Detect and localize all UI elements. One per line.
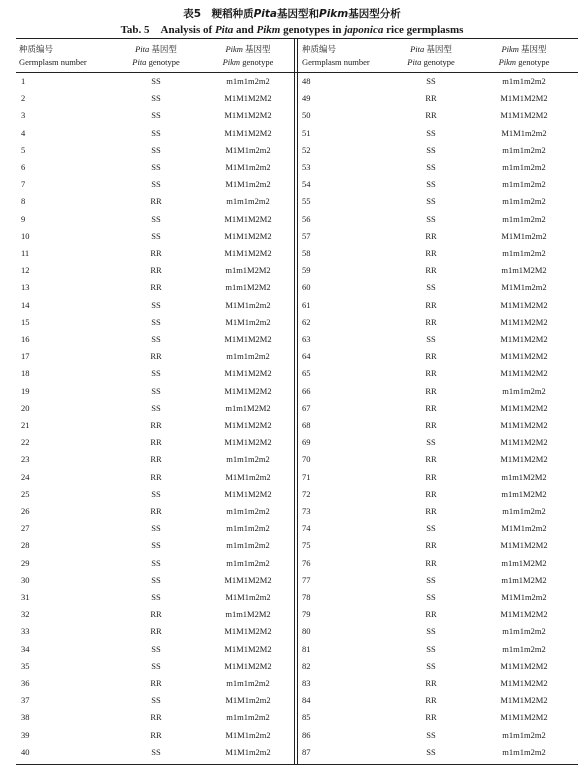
pikm-genotype-cell: M1M1M2M2 xyxy=(500,299,548,310)
germplasm-number: 31 xyxy=(21,592,30,602)
germplasm-number: 51 xyxy=(302,127,311,138)
pikm-genotype-cell: m1m1m2m2 xyxy=(502,746,546,757)
germplasm-number: 80 xyxy=(302,626,311,637)
pita-genotype-cell: SS xyxy=(151,76,161,86)
pita-genotype-cell: SS xyxy=(426,437,436,448)
header-germplasm: 种质编号 Germplasm number xyxy=(19,44,87,67)
germplasm-number: 2 xyxy=(21,93,26,104)
pita-genotype-cell: SS xyxy=(426,213,436,224)
pita-genotype-cell: SS xyxy=(426,574,436,585)
germplasm-number: 8 xyxy=(21,196,26,207)
germplasm-number: 79 xyxy=(302,609,311,620)
germplasm-number: 60 xyxy=(302,282,311,293)
pikm-genotype-cell: m1m1m2m2 xyxy=(226,454,270,465)
germplasm-number: 28 xyxy=(21,540,30,551)
pikm-genotype-cell: M1M1m2m2 xyxy=(225,746,271,757)
pikm-genotype-cell: M1M1M2M2 xyxy=(224,248,272,258)
pita-genotype-cell: SS xyxy=(426,729,436,740)
pita-genotype-cell: SS xyxy=(426,76,436,86)
germplasm-number: 73 xyxy=(302,506,311,516)
pikm-genotype-cell: M1M1m2m2 xyxy=(501,127,547,138)
pita-genotype-cell: SS xyxy=(426,626,436,637)
pikm-genotype-cell: M1M1m2m2 xyxy=(225,299,271,310)
pikm-genotype-cell: m1m1M2M2 xyxy=(501,471,547,482)
table-row xyxy=(0,228,584,245)
pikm-genotype-cell: M1M1m2m2 xyxy=(225,179,271,190)
pita-genotype-cell: RR xyxy=(150,471,162,482)
germplasm-number: 50 xyxy=(302,110,311,121)
germplasm-number: 56 xyxy=(302,213,311,224)
pita-genotype-cell: RR xyxy=(150,609,162,620)
pikm-genotype-cell: M1M1m2m2 xyxy=(501,282,547,293)
pita-genotype-cell: RR xyxy=(425,420,437,430)
pita-genotype-cell: SS xyxy=(151,368,161,379)
germplasm-number: 25 xyxy=(21,488,30,499)
germplasm-number: 24 xyxy=(21,471,30,482)
table-row xyxy=(0,709,584,726)
pita-genotype-cell: RR xyxy=(150,454,162,465)
pita-genotype-cell: SS xyxy=(426,144,436,155)
germplasm-number: 57 xyxy=(302,230,311,241)
pita-genotype-cell: SS xyxy=(151,592,161,602)
table-row xyxy=(0,555,584,572)
germplasm-number: 58 xyxy=(302,248,311,258)
table-row xyxy=(0,365,584,382)
germplasm-number: 35 xyxy=(21,660,30,671)
header-pikm-genotype: Pikm 基因型 Pikm genotype xyxy=(498,44,550,67)
pita-genotype-cell: RR xyxy=(150,678,162,688)
pita-genotype-cell: RR xyxy=(425,695,437,706)
germplasm-number: 32 xyxy=(21,609,30,620)
table-row xyxy=(0,692,584,709)
pikm-genotype-cell: M1M1M2M2 xyxy=(224,213,272,224)
germplasm-number: 68 xyxy=(302,420,311,430)
table-row xyxy=(0,641,584,658)
germplasm-number: 87 xyxy=(302,746,311,757)
pikm-genotype-cell: m1m1m2m2 xyxy=(226,196,270,207)
pikm-genotype-cell: m1m1m2m2 xyxy=(502,248,546,258)
germplasm-number: 36 xyxy=(21,678,30,688)
pikm-genotype-cell: M1M1M2M2 xyxy=(224,93,272,104)
germplasm-number: 86 xyxy=(302,729,311,740)
pikm-genotype-cell: M1M1m2m2 xyxy=(501,592,547,602)
pita-genotype-cell: RR xyxy=(150,196,162,207)
pita-genotype-cell: SS xyxy=(151,540,161,551)
pita-genotype-cell: RR xyxy=(150,437,162,448)
pikm-genotype-cell: m1m1m2m2 xyxy=(502,179,546,190)
pita-genotype-cell: RR xyxy=(425,488,437,499)
pikm-genotype-cell: m1m1m2m2 xyxy=(502,196,546,207)
table-row xyxy=(0,297,584,314)
pita-genotype-cell: SS xyxy=(426,592,436,602)
pikm-genotype-cell: M1M1M2M2 xyxy=(224,420,272,430)
table-row xyxy=(0,486,584,503)
germplasm-number: 74 xyxy=(302,523,311,534)
pita-genotype-cell: RR xyxy=(425,93,437,104)
pikm-genotype-cell: m1m1M2M2 xyxy=(501,574,547,585)
germplasm-number: 33 xyxy=(21,626,30,637)
germplasm-number: 65 xyxy=(302,368,311,379)
pita-genotype-cell: RR xyxy=(425,385,437,396)
germplasm-number: 27 xyxy=(21,523,30,534)
table-row xyxy=(0,658,584,675)
pikm-genotype-cell: m1m1m2m2 xyxy=(502,76,546,86)
pikm-genotype-cell: M1M1M2M2 xyxy=(224,368,272,379)
germplasm-number: 30 xyxy=(21,574,30,585)
pita-genotype-cell: RR xyxy=(150,351,162,362)
germplasm-number: 70 xyxy=(302,454,311,465)
table-row xyxy=(0,142,584,159)
germplasm-number: 37 xyxy=(21,695,30,706)
pita-genotype-cell: RR xyxy=(425,712,437,723)
germplasm-number: 12 xyxy=(21,265,30,276)
pita-genotype-cell: SS xyxy=(426,643,436,654)
pita-genotype-cell: SS xyxy=(151,162,161,172)
header-pita-genotype: Pita 基因型 Pita genotype xyxy=(407,44,455,67)
pikm-genotype-cell: m1m1M2M2 xyxy=(225,609,271,620)
pita-genotype-cell: RR xyxy=(425,299,437,310)
pita-genotype-cell: SS xyxy=(151,230,161,241)
pikm-genotype-cell: M1M1M2M2 xyxy=(500,609,548,620)
pikm-genotype-cell: M1M1M2M2 xyxy=(224,660,272,671)
pikm-genotype-cell: m1m1m2m2 xyxy=(226,557,270,568)
table-row xyxy=(0,125,584,142)
pita-genotype-cell: SS xyxy=(151,746,161,757)
pita-genotype-cell: RR xyxy=(150,248,162,258)
germplasm-number: 9 xyxy=(21,213,26,224)
pita-genotype-cell: SS xyxy=(426,746,436,757)
germplasm-number: 14 xyxy=(21,299,30,310)
table-row xyxy=(0,434,584,451)
pikm-genotype-cell: M1M1m2m2 xyxy=(225,729,271,740)
table-row xyxy=(0,520,584,537)
table-row xyxy=(0,262,584,279)
germplasm-number: 7 xyxy=(21,179,26,190)
pita-genotype-cell: SS xyxy=(426,660,436,671)
germplasm-number: 23 xyxy=(21,454,30,465)
pita-genotype-cell: SS xyxy=(151,402,161,413)
pita-genotype-cell: SS xyxy=(151,643,161,654)
germplasm-number: 69 xyxy=(302,437,311,448)
pikm-genotype-cell: M1M1m2m2 xyxy=(501,523,547,534)
table-row xyxy=(0,451,584,468)
pikm-genotype-cell: m1m1m2m2 xyxy=(502,162,546,172)
germplasm-number: 64 xyxy=(302,351,311,362)
germplasm-number: 48 xyxy=(302,76,311,86)
pita-genotype-cell: RR xyxy=(425,678,437,688)
table-row xyxy=(0,727,584,744)
pikm-genotype-cell: m1m1m2m2 xyxy=(226,712,270,723)
germplasm-number: 16 xyxy=(21,334,30,344)
pita-genotype-cell: RR xyxy=(150,729,162,740)
pita-genotype-cell: RR xyxy=(150,626,162,637)
pikm-genotype-cell: M1M1M2M2 xyxy=(224,230,272,241)
table-row xyxy=(0,503,584,520)
pita-genotype-cell: SS xyxy=(426,162,436,172)
pikm-genotype-cell: m1m1M2M2 xyxy=(501,488,547,499)
pita-genotype-cell: RR xyxy=(150,420,162,430)
pikm-genotype-cell: M1M1M2M2 xyxy=(500,712,548,723)
pikm-genotype-cell: m1m1M2M2 xyxy=(225,282,271,293)
germplasm-number: 21 xyxy=(21,420,30,430)
table-row xyxy=(0,107,584,124)
pikm-genotype-cell: m1m1m2m2 xyxy=(226,540,270,551)
germplasm-number: 29 xyxy=(21,557,30,568)
pita-genotype-cell: SS xyxy=(151,660,161,671)
pikm-genotype-cell: M1M1M2M2 xyxy=(500,334,548,344)
pikm-genotype-cell: M1M1M2M2 xyxy=(224,488,272,499)
germplasm-number: 26 xyxy=(21,506,30,516)
pikm-genotype-cell: m1m1M2M2 xyxy=(501,265,547,276)
pita-genotype-cell: SS xyxy=(151,179,161,190)
pikm-genotype-cell: M1M1M2M2 xyxy=(500,437,548,448)
pikm-genotype-cell: m1m1M2M2 xyxy=(225,402,271,413)
pikm-genotype-cell: m1m1m2m2 xyxy=(502,626,546,637)
table-row xyxy=(0,331,584,348)
pikm-genotype-cell: M1M1M2M2 xyxy=(500,454,548,465)
germplasm-number: 54 xyxy=(302,179,311,190)
pikm-genotype-cell: M1M1M2M2 xyxy=(224,110,272,121)
pita-genotype-cell: SS xyxy=(151,334,161,344)
pikm-genotype-cell: M1M1m2m2 xyxy=(225,144,271,155)
table-row xyxy=(0,348,584,365)
table-row xyxy=(0,90,584,107)
pita-genotype-cell: RR xyxy=(425,471,437,482)
pita-genotype-cell: RR xyxy=(425,454,437,465)
pita-genotype-cell: SS xyxy=(151,110,161,121)
pita-genotype-cell: SS xyxy=(151,93,161,104)
germplasm-number: 49 xyxy=(302,93,311,104)
germplasm-number: 85 xyxy=(302,712,311,723)
pikm-genotype-cell: M1M1M2M2 xyxy=(224,437,272,448)
table-row xyxy=(0,675,584,692)
pita-genotype-cell: RR xyxy=(425,230,437,241)
pikm-genotype-cell: m1m1m2m2 xyxy=(226,351,270,362)
germplasm-number: 3 xyxy=(21,110,26,121)
germplasm-number: 1 xyxy=(21,76,26,86)
pita-genotype-cell: SS xyxy=(151,574,161,585)
pikm-genotype-cell: M1M1m2m2 xyxy=(501,230,547,241)
pita-genotype-cell: SS xyxy=(151,213,161,224)
pikm-genotype-cell: M1M1M2M2 xyxy=(500,420,548,430)
table-row xyxy=(0,314,584,331)
pikm-genotype-cell: m1m1m2m2 xyxy=(502,729,546,740)
pita-genotype-cell: RR xyxy=(425,506,437,516)
pikm-genotype-cell: m1m1m2m2 xyxy=(502,643,546,654)
germplasm-number: 62 xyxy=(302,316,311,327)
pikm-genotype-cell: M1M1m2m2 xyxy=(225,471,271,482)
pita-genotype-cell: SS xyxy=(426,334,436,344)
pita-genotype-cell: SS xyxy=(151,385,161,396)
pikm-genotype-cell: M1M1M2M2 xyxy=(224,643,272,654)
pita-genotype-cell: RR xyxy=(425,316,437,327)
germplasm-number: 22 xyxy=(21,437,30,448)
pita-genotype-cell: RR xyxy=(425,351,437,362)
pikm-genotype-cell: M1M1m2m2 xyxy=(225,162,271,172)
table-row xyxy=(0,245,584,262)
pita-genotype-cell: SS xyxy=(426,282,436,293)
pita-genotype-cell: SS xyxy=(151,127,161,138)
pikm-genotype-cell: M1M1M2M2 xyxy=(500,351,548,362)
germplasm-number: 71 xyxy=(302,471,311,482)
table-row xyxy=(0,193,584,210)
germplasm-number: 52 xyxy=(302,144,311,155)
table-row xyxy=(0,572,584,589)
pikm-genotype-cell: M1M1M2M2 xyxy=(500,368,548,379)
germplasm-number: 81 xyxy=(302,643,311,654)
table-row xyxy=(0,159,584,176)
germplasm-number: 66 xyxy=(302,385,311,396)
pita-genotype-cell: RR xyxy=(425,248,437,258)
pikm-genotype-cell: m1m1m2m2 xyxy=(226,678,270,688)
germplasm-number: 40 xyxy=(21,746,30,757)
pita-genotype-cell: SS xyxy=(426,127,436,138)
header-germplasm: 种质编号 Germplasm number xyxy=(302,44,370,67)
table-row xyxy=(0,73,584,90)
pikm-genotype-cell: M1M1M2M2 xyxy=(500,540,548,551)
pita-genotype-cell: SS xyxy=(151,299,161,310)
germplasm-number: 78 xyxy=(302,592,311,602)
germplasm-number: 17 xyxy=(21,351,30,362)
table-row xyxy=(0,469,584,486)
germplasm-number: 15 xyxy=(21,316,30,327)
pikm-genotype-cell: m1m1m2m2 xyxy=(226,523,270,534)
germplasm-number: 72 xyxy=(302,488,311,499)
pita-genotype-cell: SS xyxy=(151,695,161,706)
pikm-genotype-cell: M1M1M2M2 xyxy=(224,334,272,344)
table-caption-cn: 表5 粳稻种质Pita基因型和Pikm基因型分析 xyxy=(183,8,401,20)
pikm-genotype-cell: M1M1M2M2 xyxy=(500,402,548,413)
pikm-genotype-cell: m1m1M2M2 xyxy=(225,265,271,276)
germplasm-number: 75 xyxy=(302,540,311,551)
germplasm-number: 84 xyxy=(302,695,311,706)
pikm-genotype-cell: M1M1M2M2 xyxy=(224,626,272,637)
table-row xyxy=(0,589,584,606)
germplasm-number: 38 xyxy=(21,712,30,723)
germplasm-number: 10 xyxy=(21,230,30,241)
germplasm-number: 76 xyxy=(302,557,311,568)
table-row xyxy=(0,211,584,228)
pikm-genotype-cell: m1m1M2M2 xyxy=(501,557,547,568)
pikm-genotype-cell: m1m1m2m2 xyxy=(502,213,546,224)
pikm-genotype-cell: m1m1m2m2 xyxy=(502,506,546,516)
table-row xyxy=(0,537,584,554)
pikm-genotype-cell: M1M1M2M2 xyxy=(500,678,548,688)
table-row xyxy=(0,623,584,640)
pikm-genotype-cell: M1M1M2M2 xyxy=(500,660,548,671)
table-row xyxy=(0,744,584,761)
pita-genotype-cell: RR xyxy=(425,557,437,568)
germplasm-number: 67 xyxy=(302,402,311,413)
germplasm-number: 82 xyxy=(302,660,311,671)
table-row xyxy=(0,400,584,417)
germplasm-number: 4 xyxy=(21,127,26,138)
pikm-genotype-cell: M1M1M2M2 xyxy=(500,695,548,706)
pikm-genotype-cell: m1m1m2m2 xyxy=(226,506,270,516)
pikm-genotype-cell: M1M1M2M2 xyxy=(224,127,272,138)
germplasm-number: 13 xyxy=(21,282,30,293)
germplasm-number: 53 xyxy=(302,162,311,172)
pita-genotype-cell: SS xyxy=(151,488,161,499)
pikm-genotype-cell: m1m1m2m2 xyxy=(502,385,546,396)
table-row xyxy=(0,606,584,623)
pita-genotype-cell: SS xyxy=(426,179,436,190)
pita-genotype-cell: SS xyxy=(151,144,161,155)
pita-genotype-cell: RR xyxy=(150,506,162,516)
pita-genotype-cell: SS xyxy=(151,316,161,327)
pikm-genotype-cell: M1M1m2m2 xyxy=(225,695,271,706)
pikm-genotype-cell: M1M1M2M2 xyxy=(500,93,548,104)
germplasm-number: 20 xyxy=(21,402,30,413)
table-row xyxy=(0,417,584,434)
pikm-genotype-cell: M1M1M2M2 xyxy=(500,316,548,327)
table-row xyxy=(0,279,584,296)
germplasm-number: 5 xyxy=(21,144,26,155)
pita-genotype-cell: RR xyxy=(425,110,437,121)
germplasm-number: 59 xyxy=(302,265,311,276)
pikm-genotype-cell: M1M1m2m2 xyxy=(225,316,271,327)
germplasm-number: 11 xyxy=(21,248,30,258)
germplasm-number: 19 xyxy=(21,385,30,396)
germplasm-number: 61 xyxy=(302,299,311,310)
table-row xyxy=(0,383,584,400)
pikm-genotype-cell: M1M1m2m2 xyxy=(225,592,271,602)
pikm-genotype-cell: M1M1M2M2 xyxy=(500,110,548,121)
pita-genotype-cell: RR xyxy=(150,282,162,293)
header-pita-genotype: Pita 基因型 Pita genotype xyxy=(132,44,180,67)
pita-genotype-cell: RR xyxy=(150,712,162,723)
pikm-genotype-cell: m1m1m2m2 xyxy=(226,76,270,86)
pita-genotype-cell: SS xyxy=(151,557,161,568)
header-pikm-genotype: Pikm 基因型 Pikm genotype xyxy=(222,44,274,67)
pita-genotype-cell: RR xyxy=(425,402,437,413)
germplasm-number: 6 xyxy=(21,162,26,172)
pita-genotype-cell: SS xyxy=(426,196,436,207)
germplasm-number: 34 xyxy=(21,643,30,654)
table-caption-en: Tab. 5 Analysis of Pita and Pikm genotypes in japonica rice germplasms xyxy=(120,24,464,36)
pita-genotype-cell: RR xyxy=(425,368,437,379)
germplasm-number: 77 xyxy=(302,574,311,585)
germplasm-number: 63 xyxy=(302,334,311,344)
germplasm-number: 39 xyxy=(21,729,30,740)
pita-genotype-cell: RR xyxy=(425,265,437,276)
pita-genotype-cell: RR xyxy=(425,609,437,620)
germplasm-number: 18 xyxy=(21,368,30,379)
pikm-genotype-cell: M1M1M2M2 xyxy=(224,574,272,585)
pita-genotype-cell: SS xyxy=(151,523,161,534)
table-row xyxy=(0,176,584,193)
pita-genotype-cell: RR xyxy=(425,540,437,551)
germplasm-number: 55 xyxy=(302,196,311,207)
pita-genotype-cell: SS xyxy=(426,523,436,534)
pikm-genotype-cell: M1M1M2M2 xyxy=(224,385,272,396)
bottom-rule xyxy=(16,764,578,765)
pikm-genotype-cell: m1m1m2m2 xyxy=(502,144,546,155)
pita-genotype-cell: RR xyxy=(150,265,162,276)
germplasm-number: 83 xyxy=(302,678,311,688)
